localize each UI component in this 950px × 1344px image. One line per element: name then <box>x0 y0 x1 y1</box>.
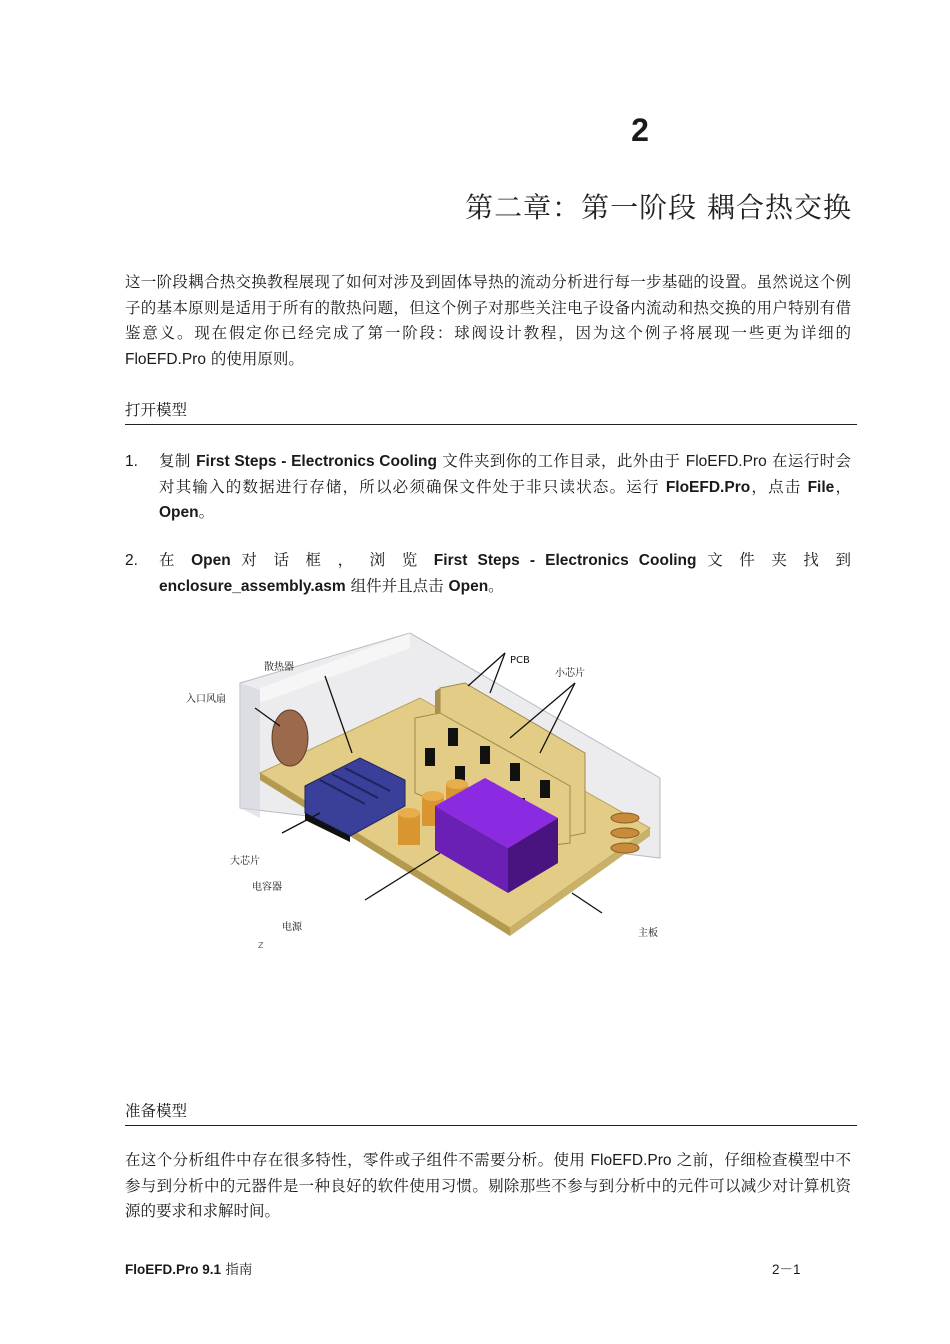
item1-text: ，点击 <box>750 477 808 496</box>
item2-assembly-file: enclosure_assembly.asm <box>159 577 346 595</box>
capacitor-top <box>422 791 444 801</box>
item2-text: 文 件 夹 找 到 <box>696 551 851 569</box>
prepare-paragraph <box>125 1148 851 1225</box>
item1-open-command: Open <box>159 504 199 521</box>
list-number-1: 1. <box>125 453 138 470</box>
intro-text-a: 这一阶段耦合热交换教程展现了如何对涉及到固体导热的流动分析进行每一步基础的设置。虽然说这个例子的基本原则是适用于所有的散热问题，但这个例子对那些关注电子设备内流动和热交换的用户特别有借鉴意义。现在假定你已经完成了第一阶段：球阀设计教程，因为这个例子将展现一些更为详细的 <box>125 273 851 342</box>
item1-text: 文件夹到你的工作目录，此外由于 <box>437 452 686 470</box>
item2-text: 组件并且点击 <box>345 576 449 595</box>
enclosure-left-wall <box>240 683 260 818</box>
label-power: 电源 <box>282 922 302 933</box>
label-pcb: PCB <box>510 655 530 666</box>
item1-text: 在运行时会对其输入的数据进行存储，所以必须确保文件处于非只读状态。运行 <box>159 452 852 496</box>
capacitor-top <box>398 808 420 818</box>
item1-product-bold: FloEFD.Pro <box>665 478 751 496</box>
small-chip <box>510 763 520 781</box>
power-connector <box>611 843 639 853</box>
label-small-chip: 小芯片 <box>555 668 585 679</box>
footer-page-number: 2－1 <box>772 1262 801 1277</box>
label-inlet-fan: 入口风扇 <box>186 694 226 705</box>
item2-text: 。 <box>488 576 504 595</box>
enclosure-assembly-figure <box>180 628 680 958</box>
footer-guide-title <box>125 1258 252 1278</box>
small-chip <box>448 728 458 746</box>
chapter-title: 第二章：第一阶段 耦合热交换 <box>465 191 852 224</box>
power-connector <box>611 828 639 838</box>
item2-open-command: Open <box>448 577 489 595</box>
item1-file-menu: File <box>807 478 835 496</box>
label-heatsink: 散热器 <box>264 662 294 673</box>
list-item-1 <box>125 449 851 526</box>
label-capacitor: 电容器 <box>252 882 282 893</box>
item1-text: 。 <box>198 503 215 521</box>
item2-text: 在 <box>159 551 192 569</box>
inlet-fan-shape <box>272 710 308 766</box>
intro-product: FloEFD.Pro <box>125 350 206 368</box>
footer-product: FloEFD.Pro 9.1 <box>125 1262 222 1277</box>
item2-text: 对 话 框 ， 浏 览 <box>230 551 434 569</box>
intro-text-b: 的使用原则。 <box>205 349 304 368</box>
item1-text: 复制 <box>159 452 197 470</box>
item2-folder-name: First Steps - Electronics Cooling <box>433 552 697 569</box>
list-item-2 <box>125 548 851 599</box>
power-connector <box>611 813 639 823</box>
section-heading-open: 打开模型 <box>125 398 857 425</box>
small-chip <box>425 748 435 766</box>
section-heading-prepare: 准备模型 <box>125 1099 857 1126</box>
prepare-product: FloEFD.Pro <box>590 1152 672 1169</box>
item2-open-dialog: Open <box>191 552 231 569</box>
leader-line-motherboard <box>572 893 602 913</box>
item1-folder-name: First Steps - Electronics Cooling <box>196 453 437 470</box>
item1-text: ， <box>834 477 851 496</box>
prepare-text-a: 在这个分析组件中存在很多特性，零件或子组件不需要分析。使用 <box>125 1151 591 1169</box>
list-number-2: 2. <box>125 552 138 569</box>
chapter-number: 2 <box>631 112 649 148</box>
footer-guide-label: 指南 <box>221 1262 253 1278</box>
label-large-chip: 大芯片 <box>230 856 260 867</box>
small-chip <box>540 780 550 798</box>
capacitor-top <box>446 779 468 789</box>
label-axis: Z <box>258 941 264 950</box>
item1-product: FloEFD.Pro <box>685 453 767 470</box>
small-chip <box>480 746 490 764</box>
label-motherboard: 主板 <box>638 928 658 939</box>
intro-paragraph <box>125 270 851 372</box>
prepare-text-b: 之前，仔细检查模型中不参与到分析中的元器件是一种良好的软件使用习惯。剔除那些不参与到分析中的元件可以减少对计算机资源的要求和求解时间。 <box>125 1151 851 1220</box>
